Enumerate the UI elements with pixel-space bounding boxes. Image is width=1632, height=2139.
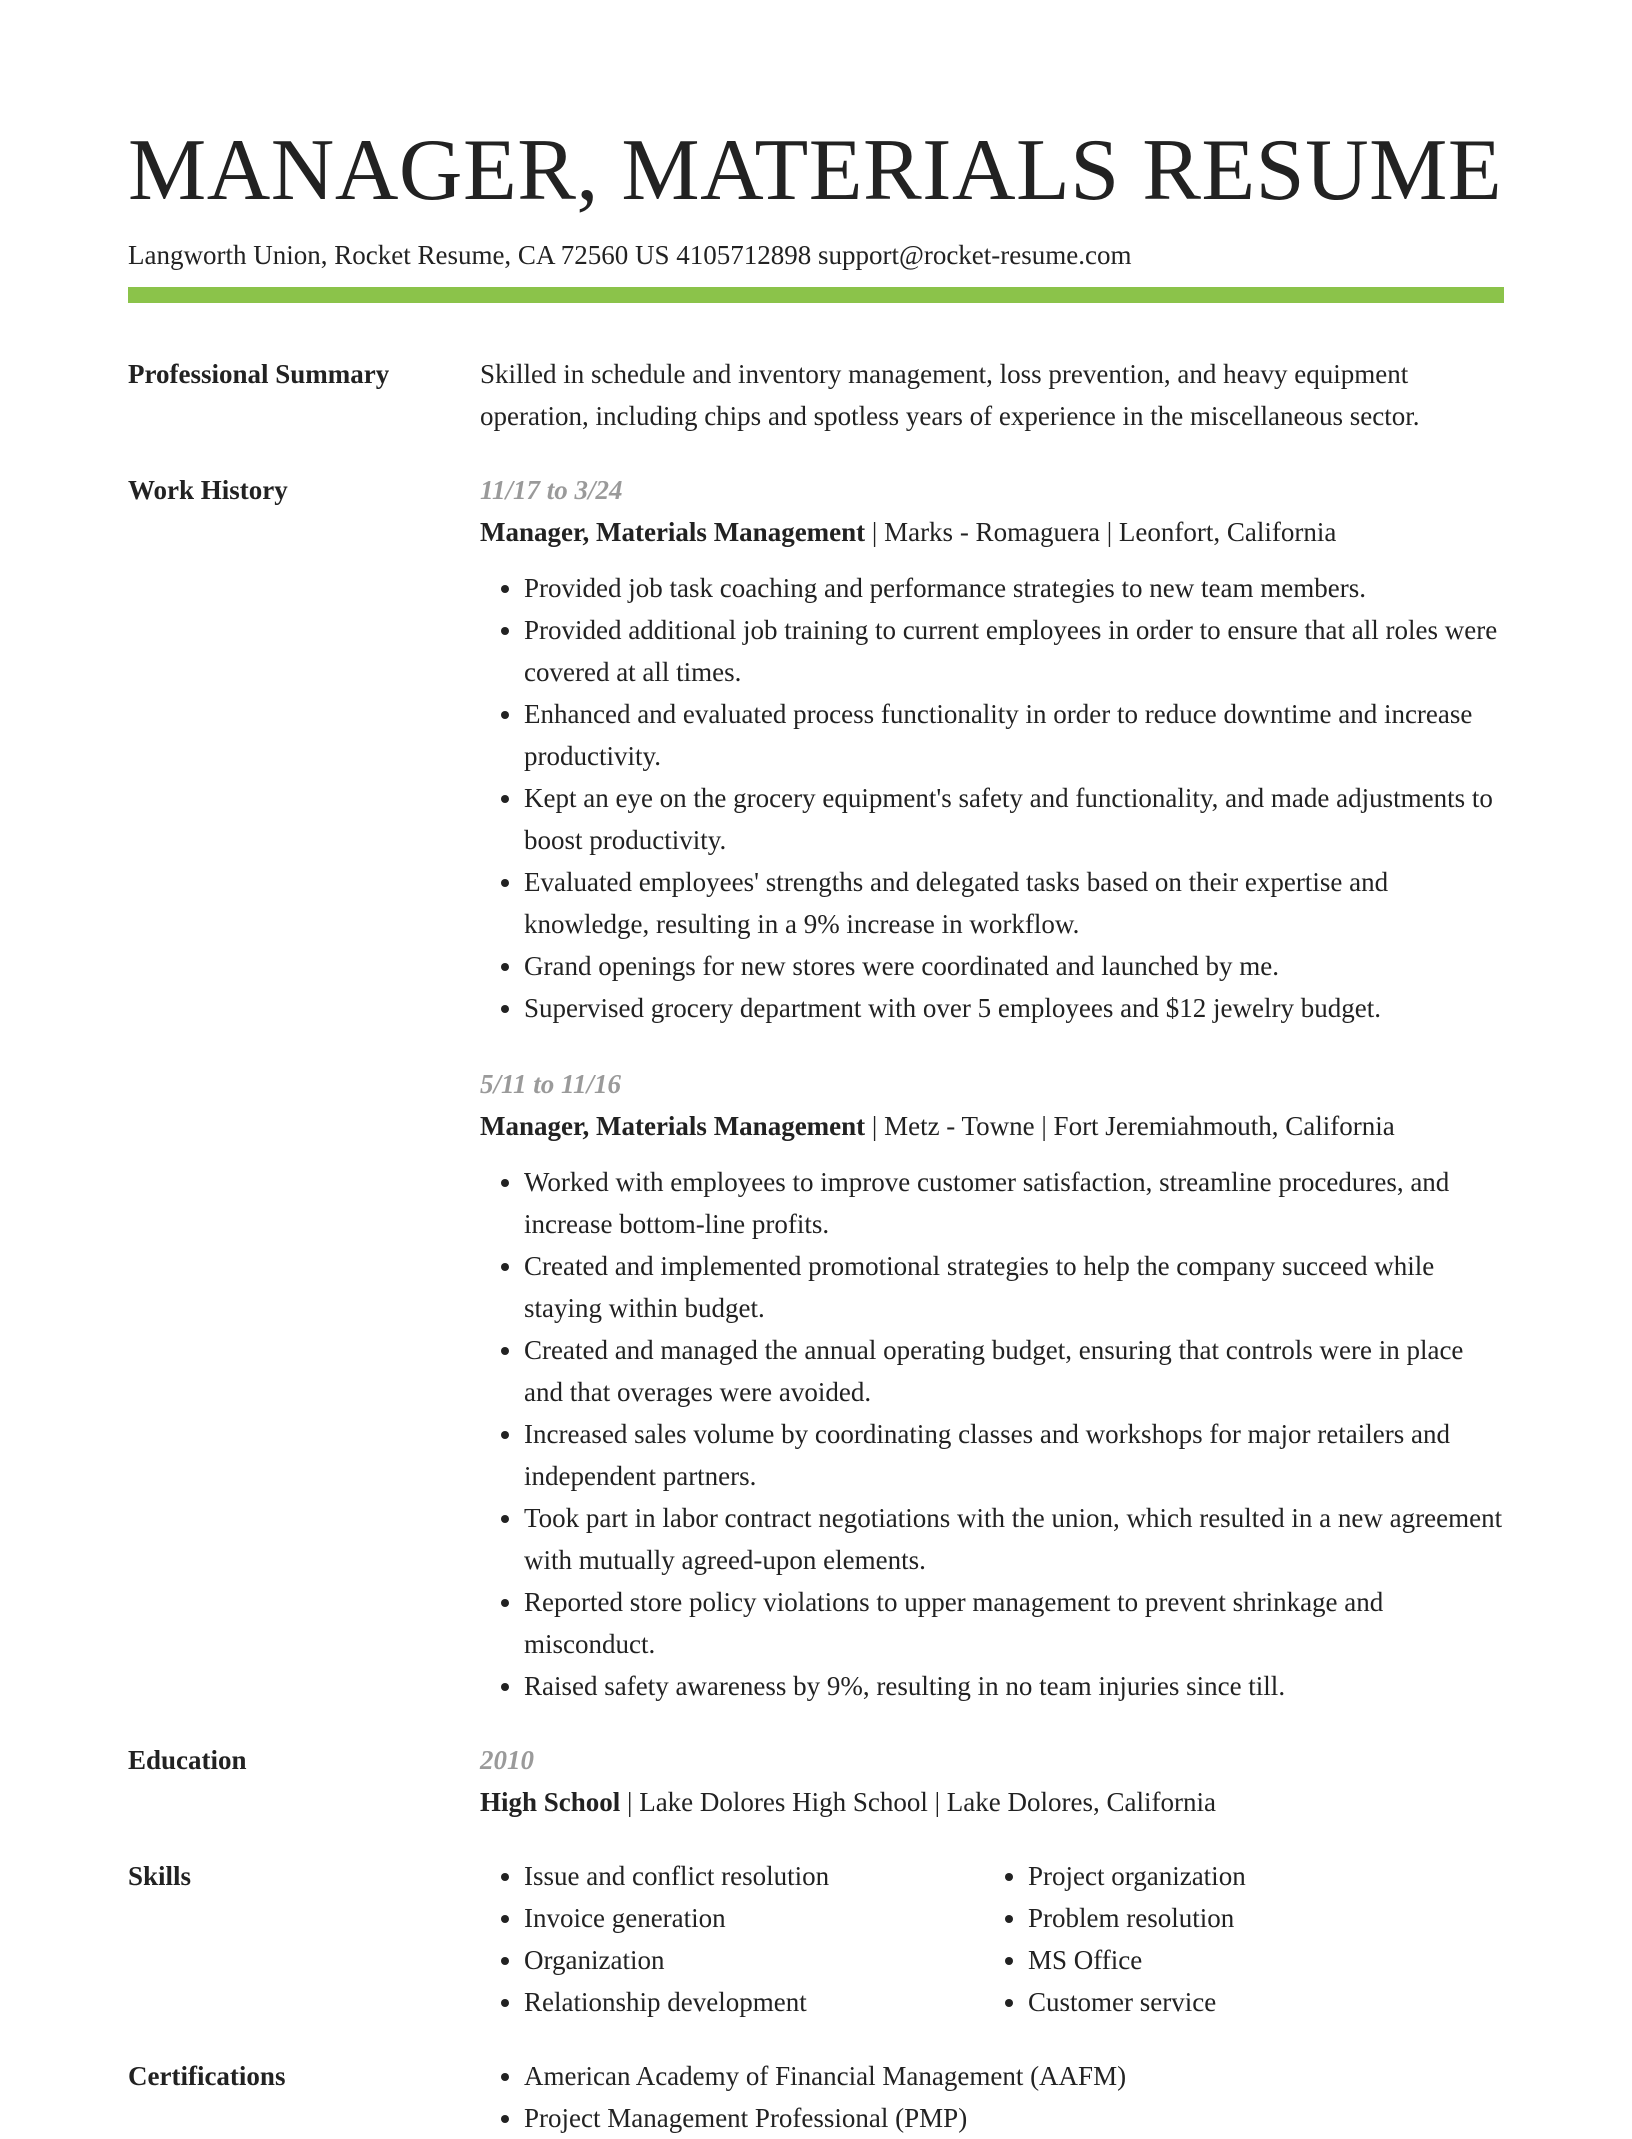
job-role-line <box>480 1105 1504 1147</box>
education-degree: High School <box>480 1787 621 1817</box>
skills-body <box>480 1855 1504 2023</box>
education-body <box>480 1739 1504 1823</box>
job-role-line <box>480 511 1504 553</box>
certifications-section <box>128 2055 1504 2139</box>
skills-grid <box>480 1855 1504 2023</box>
contact-phone: 4105712898 <box>676 240 812 270</box>
job-dates: 5/11 to 11/16 <box>480 1069 622 1099</box>
list-item: • Increased sales volume by coordinating classes and workshops for major retailers and independent partners. <box>524 1413 1504 1497</box>
summary-section <box>128 353 1504 437</box>
work-history-section <box>128 469 1504 1707</box>
list-item: • Provided additional job training to current employees in order to ensure that all roles were covered at all times. <box>524 609 1504 693</box>
education-line <box>480 1781 1504 1823</box>
list-item: • Invoice generation <box>524 1897 984 1939</box>
work-history-body <box>480 469 1504 1707</box>
contact-address: Langworth Union, Rocket Resume, CA 72560 US <box>128 240 670 270</box>
job-title: Manager, Materials Management <box>480 517 866 547</box>
list-item: • Grand openings for new stores were coordinated and launched by me. <box>524 945 1504 987</box>
list-item: • Provided job task coaching and performance strategies to new team members. <box>524 567 1504 609</box>
skills-section <box>128 1855 1504 2023</box>
job-duties-list <box>480 567 1504 1029</box>
list-item: • Took part in labor contract negotiations with the union, which resulted in a new agreement with mutually agreed-upon elements. <box>524 1497 1504 1581</box>
job-entry <box>480 1063 1504 1707</box>
list-item: • American Academy of Financial Management (AAFM) <box>524 2055 1504 2097</box>
education-year: 2010 <box>480 1745 534 1775</box>
contact-email: support@rocket-resume.com <box>817 240 1132 270</box>
list-item: • Organization <box>524 1939 984 1981</box>
education-school-location: | Lake Dolores High School | Lake Dolores, California <box>620 1787 1216 1817</box>
certifications-heading: Certifications <box>128 2061 286 2091</box>
list-item: • Project organization <box>1028 1855 1488 1897</box>
skills-heading: Skills <box>128 1861 192 1891</box>
resume-page <box>128 0 1504 2139</box>
job-duties-list <box>480 1161 1504 1707</box>
list-item: • Issue and conflict resolution <box>524 1855 984 1897</box>
work-history-heading: Work History <box>128 475 288 505</box>
skills-list-left <box>480 1855 984 2023</box>
certifications-list <box>480 2055 1504 2139</box>
certifications-body <box>480 2055 1504 2139</box>
job-entry <box>480 469 1504 1029</box>
list-item: • Customer service <box>1028 1981 1488 2023</box>
job-dates: 11/17 to 3/24 <box>480 475 623 505</box>
accent-divider <box>128 287 1504 303</box>
resume-title: MANAGER, MATERIALS RESUME <box>128 122 1503 219</box>
job-employer-location: | Metz - Towne | Fort Jeremiahmouth, California <box>865 1111 1395 1141</box>
list-item: • Raised safety awareness by 9%, resulting in no team injuries since till. <box>524 1665 1504 1707</box>
list-item: • Supervised grocery department with over 5 employees and $12 jewelry budget. <box>524 987 1504 1029</box>
list-item: • MS Office <box>1028 1939 1488 1981</box>
list-item: • Kept an eye on the grocery equipment's safety and functionality, and made adjustments to boost productivity. <box>524 777 1504 861</box>
education-heading: Education <box>128 1745 247 1775</box>
list-item: • Reported store policy violations to upper management to prevent shrinkage and misconduct. <box>524 1581 1504 1665</box>
skills-list-right <box>984 1855 1488 2023</box>
list-item: • Project Management Professional (PMP) <box>524 2097 1504 2139</box>
education-section <box>128 1739 1504 1823</box>
list-item: • Problem resolution <box>1028 1897 1488 1939</box>
list-item: • Created and managed the annual operating budget, ensuring that controls were in place and that overages were avoided. <box>524 1329 1504 1413</box>
list-item: • Enhanced and evaluated process functionality in order to reduce downtime and increase productivity. <box>524 693 1504 777</box>
contact-line <box>128 238 1504 272</box>
summary-text: Skilled in schedule and inventory management, loss prevention, and heavy equipment operation, including chips and spotless years of experience in the miscellaneous sector. <box>480 359 1420 431</box>
job-employer-location: | Marks - Romaguera | Leonfort, California <box>865 517 1337 547</box>
list-item: • Relationship development <box>524 1981 984 2023</box>
list-item: • Created and implemented promotional strategies to help the company succeed while staying within budget. <box>524 1245 1504 1329</box>
job-title: Manager, Materials Management <box>480 1111 866 1141</box>
list-item: • Worked with employees to improve customer satisfaction, streamline procedures, and increase bottom-line profits. <box>524 1161 1504 1245</box>
list-item: • Evaluated employees' strengths and delegated tasks based on their expertise and knowledge, resulting in a 9% increase in workflow. <box>524 861 1504 945</box>
summary-heading: Professional Summary <box>128 359 390 389</box>
